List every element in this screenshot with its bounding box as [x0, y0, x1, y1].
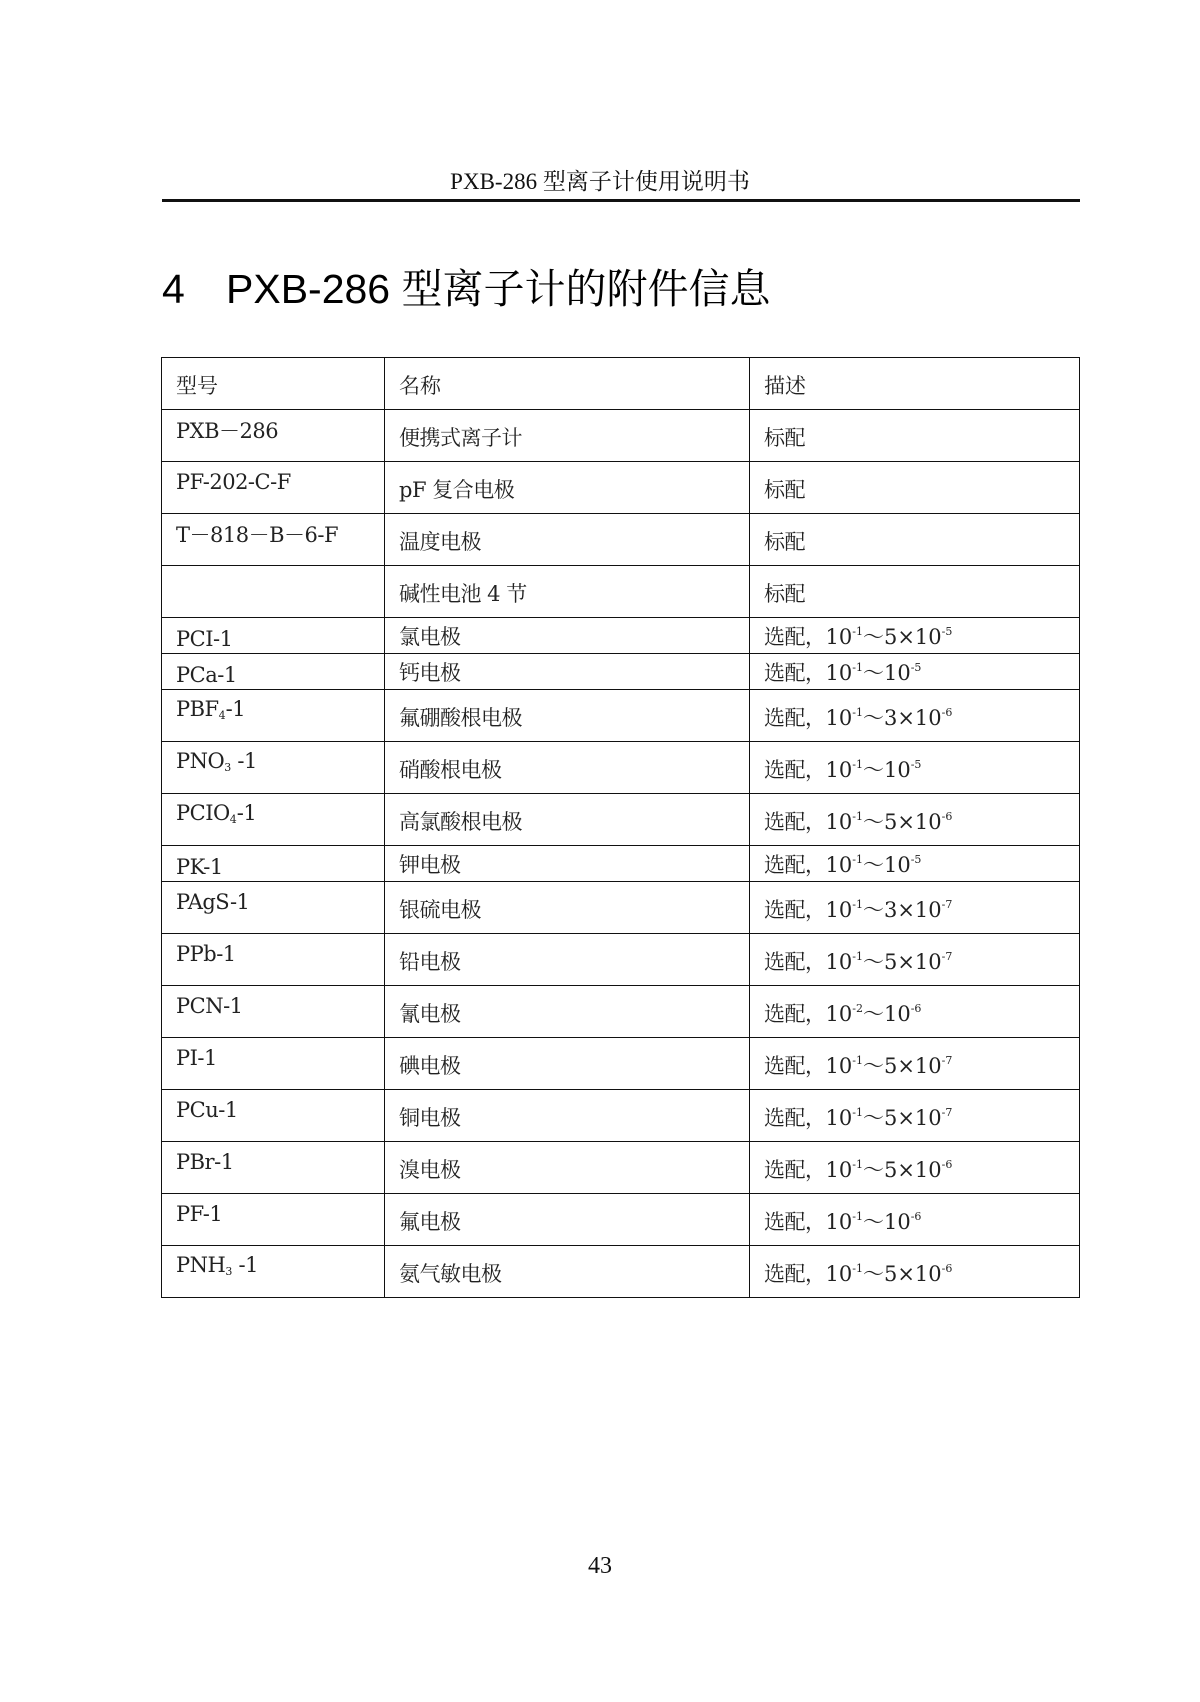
- range-to-coefficient: 5×: [883, 1262, 915, 1286]
- chapter-title-text: PXB-286 型离子计的附件信息: [226, 266, 771, 312]
- range-to-base: 10: [914, 706, 942, 730]
- cell-model: [162, 1090, 385, 1142]
- model-subscript: 3: [225, 1265, 233, 1278]
- model-subscript: 4: [229, 813, 237, 826]
- table-row: [162, 690, 1080, 742]
- range-to-base: 10: [914, 625, 942, 649]
- range-to-coefficient: 5×: [883, 1106, 915, 1130]
- model-text: PCIO: [176, 801, 230, 825]
- table-row: [162, 986, 1080, 1038]
- cell-description: [750, 742, 1080, 794]
- cell-description: [750, 566, 1080, 618]
- description-text: 选配，: [764, 1106, 826, 1130]
- range-to-base: 10: [914, 1262, 942, 1286]
- page-number: 43: [588, 1553, 612, 1579]
- range-to-exponent: -6: [941, 706, 953, 719]
- name-text: 铜电极: [399, 1106, 461, 1130]
- table-row: [162, 654, 1080, 690]
- cell-name: [385, 934, 750, 986]
- description-text: 标配: [764, 478, 805, 502]
- range-to-exponent: -5: [910, 758, 922, 771]
- name-text: 铅电极: [399, 950, 461, 974]
- range-separator: ～: [862, 758, 884, 782]
- model-text: PI-1: [176, 1045, 217, 1070]
- range-from-base: 10: [825, 1158, 853, 1182]
- range-to-coefficient: 3×: [883, 706, 915, 730]
- concentration-range: [826, 1106, 953, 1130]
- range-separator: ～: [862, 1158, 884, 1182]
- table-header-row: [162, 358, 1080, 410]
- model-text: PPb-1: [176, 941, 236, 966]
- model-text: PCu-1: [176, 1097, 238, 1122]
- description-text: 选配，: [764, 661, 826, 685]
- range-to-exponent: -7: [941, 898, 953, 911]
- table-row: [162, 882, 1080, 934]
- model-subscript: 3: [224, 761, 232, 774]
- range-separator: ～: [862, 853, 884, 877]
- model-text: PCa-1: [176, 663, 237, 687]
- range-from-exponent: -1: [852, 1158, 863, 1171]
- cell-name: [385, 1090, 750, 1142]
- name-text: 氨气敏电极: [399, 1262, 502, 1286]
- description-text: 选配，: [764, 758, 826, 782]
- table-row: [162, 618, 1080, 654]
- cell-name: [385, 462, 750, 514]
- range-separator: ～: [862, 661, 884, 685]
- concentration-range: [826, 898, 953, 922]
- range-to-base: 10: [883, 853, 911, 877]
- cell-model: [162, 566, 385, 618]
- concentration-range: [826, 1002, 922, 1026]
- range-from-exponent: -2: [852, 1002, 863, 1015]
- chapter-number: 4: [162, 266, 185, 312]
- range-separator: ～: [862, 1106, 884, 1130]
- description-text: 标配: [764, 426, 805, 450]
- description-text: 选配，: [764, 1210, 826, 1234]
- table-row: [162, 1194, 1080, 1246]
- model-text: PNO: [176, 749, 225, 773]
- range-from-base: 10: [825, 1210, 853, 1234]
- range-from-base: 10: [825, 625, 853, 649]
- cell-model: [162, 514, 385, 566]
- range-from-base: 10: [825, 950, 853, 974]
- cell-name: [385, 1246, 750, 1298]
- range-to-base: 10: [914, 950, 942, 974]
- range-from-base: 10: [825, 1002, 853, 1026]
- range-to-coefficient: 5×: [883, 950, 915, 974]
- range-from-exponent: -1: [852, 810, 863, 823]
- cell-description: [750, 846, 1080, 882]
- name-text: 碘电极: [399, 1054, 461, 1078]
- range-separator: ～: [862, 625, 884, 649]
- table-row: [162, 462, 1080, 514]
- name-text: 钙电极: [399, 661, 461, 685]
- cell-name: [385, 566, 750, 618]
- model-text: T－818－B－6-F: [176, 522, 339, 547]
- model-text: PK-1: [176, 855, 223, 879]
- cell-model: [162, 1142, 385, 1194]
- cell-name: [385, 986, 750, 1038]
- cell-name: [385, 690, 750, 742]
- range-to-base: 10: [914, 810, 942, 834]
- range-separator: ～: [862, 1002, 884, 1026]
- cell-description: [750, 690, 1080, 742]
- table-row: [162, 794, 1080, 846]
- name-text: 溴电极: [399, 1158, 461, 1182]
- concentration-range: [826, 1158, 953, 1182]
- cell-description: [750, 794, 1080, 846]
- range-to-exponent: -5: [910, 853, 922, 866]
- range-to-exponent: -7: [941, 1106, 953, 1119]
- cell-model: [162, 934, 385, 986]
- column-header-model: 型号: [162, 358, 385, 410]
- description-text: 选配，: [764, 950, 826, 974]
- range-to-base: 10: [914, 1054, 942, 1078]
- range-to-base: 10: [883, 758, 911, 782]
- table-row: [162, 1246, 1080, 1298]
- table-row: [162, 846, 1080, 882]
- concentration-range: [826, 853, 922, 877]
- model-text: PF-202-C-F: [176, 469, 291, 494]
- range-from-base: 10: [825, 706, 853, 730]
- range-to-base: 10: [914, 898, 942, 922]
- concentration-range: [826, 661, 922, 685]
- range-from-exponent: -1: [852, 706, 863, 719]
- cell-model: [162, 1246, 385, 1298]
- table-row: [162, 1090, 1080, 1142]
- range-separator: ～: [862, 1262, 884, 1286]
- name-text: 氟电极: [399, 1210, 461, 1234]
- name-text: 碱性电池 4 节: [399, 582, 527, 606]
- cell-description: [750, 514, 1080, 566]
- range-from-base: 10: [825, 758, 853, 782]
- cell-model: [162, 794, 385, 846]
- concentration-range: [826, 810, 953, 834]
- range-to-base: 10: [914, 1106, 942, 1130]
- model-suffix: -1: [225, 697, 246, 721]
- model-suffix: -1: [232, 1253, 258, 1277]
- cell-description: [750, 986, 1080, 1038]
- cell-name: [385, 1194, 750, 1246]
- model-text: PBr-1: [176, 1149, 234, 1174]
- cell-name: [385, 654, 750, 690]
- table-row: [162, 742, 1080, 794]
- range-separator: ～: [862, 706, 884, 730]
- range-to-exponent: -7: [941, 950, 953, 963]
- cell-description: [750, 934, 1080, 986]
- chapter-title: [162, 256, 771, 315]
- column-header-description: 描述: [750, 358, 1080, 410]
- description-text: 选配，: [764, 853, 826, 877]
- table-row: [162, 514, 1080, 566]
- description-text: 选配，: [764, 1054, 826, 1078]
- range-to-base: 10: [883, 1210, 911, 1234]
- concentration-range: [826, 706, 953, 730]
- range-separator: ～: [862, 950, 884, 974]
- description-text: 选配，: [764, 898, 826, 922]
- column-header-name: 名称: [385, 358, 750, 410]
- table-row: [162, 934, 1080, 986]
- range-from-exponent: -1: [852, 625, 863, 638]
- cell-description: [750, 1246, 1080, 1298]
- range-to-coefficient: 3×: [883, 898, 915, 922]
- cell-name: [385, 846, 750, 882]
- range-from-exponent: -1: [852, 1054, 863, 1067]
- table-row: [162, 410, 1080, 462]
- header-rule: [162, 199, 1080, 202]
- model-subscript: 4: [218, 709, 226, 722]
- range-from-exponent: -1: [852, 758, 863, 771]
- cell-name: [385, 742, 750, 794]
- cell-description: [750, 1038, 1080, 1090]
- description-text: 选配，: [764, 1262, 826, 1286]
- name-text: 氟硼酸根电极: [399, 706, 522, 730]
- cell-name: [385, 514, 750, 566]
- cell-description: [750, 410, 1080, 462]
- range-from-exponent: -1: [852, 1106, 863, 1119]
- name-text: 硝酸根电极: [399, 758, 502, 782]
- range-to-coefficient: 5×: [883, 810, 915, 834]
- model-text: PF-1: [176, 1201, 223, 1226]
- concentration-range: [826, 625, 953, 649]
- concentration-range: [826, 1210, 922, 1234]
- running-header: PXB-286 型离子计使用说明书: [450, 169, 750, 194]
- cell-name: [385, 618, 750, 654]
- range-to-coefficient: 5×: [883, 1054, 915, 1078]
- description-text: 选配，: [764, 706, 826, 730]
- range-from-exponent: -1: [852, 1210, 863, 1223]
- range-from-exponent: -1: [852, 661, 863, 674]
- cell-description: [750, 462, 1080, 514]
- concentration-range: [826, 950, 953, 974]
- cell-model: [162, 690, 385, 742]
- cell-description: [750, 1142, 1080, 1194]
- cell-model: [162, 742, 385, 794]
- range-separator: ～: [862, 898, 884, 922]
- description-text: 选配，: [764, 1158, 826, 1182]
- range-to-exponent: -6: [910, 1002, 922, 1015]
- cell-model: [162, 986, 385, 1038]
- range-from-exponent: -1: [852, 853, 863, 866]
- range-to-base: 10: [883, 1002, 911, 1026]
- range-from-exponent: -1: [852, 950, 863, 963]
- range-separator: ～: [862, 1210, 884, 1234]
- range-from-base: 10: [825, 810, 853, 834]
- cell-name: [385, 794, 750, 846]
- range-to-exponent: -7: [941, 1054, 953, 1067]
- cell-description: [750, 882, 1080, 934]
- concentration-range: [826, 758, 922, 782]
- range-to-exponent: -6: [941, 1262, 953, 1275]
- description-text: 选配，: [764, 810, 826, 834]
- description-text: 标配: [764, 530, 805, 554]
- model-text: PAgS-1: [176, 889, 250, 914]
- range-to-coefficient: 5×: [883, 1158, 915, 1182]
- table-row: [162, 566, 1080, 618]
- accessories-table: [161, 357, 1080, 1298]
- cell-model: [162, 654, 385, 690]
- name-text: 钾电极: [399, 853, 461, 877]
- range-to-exponent: -6: [910, 1210, 922, 1223]
- model-text: PNH: [176, 1253, 226, 1277]
- range-from-base: 10: [825, 1262, 853, 1286]
- range-separator: ～: [862, 810, 884, 834]
- range-to-exponent: -5: [910, 661, 922, 674]
- description-text: 选配，: [764, 625, 826, 649]
- cell-name: [385, 1142, 750, 1194]
- name-text: 便携式离子计: [399, 426, 522, 450]
- cell-description: [750, 1090, 1080, 1142]
- concentration-range: [826, 1262, 953, 1286]
- range-from-base: 10: [825, 853, 853, 877]
- model-text: PBF: [176, 697, 219, 721]
- range-to-exponent: -6: [941, 1158, 953, 1171]
- range-from-base: 10: [825, 898, 853, 922]
- range-from-exponent: -1: [852, 898, 863, 911]
- model-suffix: -1: [236, 801, 257, 825]
- range-to-base: 10: [914, 1158, 942, 1182]
- name-text: 高氯酸根电极: [399, 810, 522, 834]
- cell-description: [750, 654, 1080, 690]
- name-text: 银硫电极: [399, 898, 481, 922]
- model-text: PCN-1: [176, 993, 243, 1018]
- cell-model: [162, 410, 385, 462]
- range-to-exponent: -5: [941, 625, 953, 638]
- cell-model: [162, 1038, 385, 1090]
- range-to-coefficient: 5×: [883, 625, 915, 649]
- model-text: PXB－286: [176, 418, 279, 443]
- concentration-range: [826, 1054, 953, 1078]
- range-to-base: 10: [883, 661, 911, 685]
- description-text: 标配: [764, 582, 805, 606]
- name-text: 温度电极: [399, 530, 481, 554]
- cell-description: [750, 618, 1080, 654]
- name-text: 氰电极: [399, 1002, 461, 1026]
- cell-model: [162, 462, 385, 514]
- cell-model: [162, 846, 385, 882]
- range-from-base: 10: [825, 1106, 853, 1130]
- range-to-exponent: -6: [941, 810, 953, 823]
- cell-model: [162, 618, 385, 654]
- cell-model: [162, 882, 385, 934]
- model-suffix: -1: [231, 749, 257, 773]
- table-row: [162, 1142, 1080, 1194]
- table-row: [162, 1038, 1080, 1090]
- description-text: 选配，: [764, 1002, 826, 1026]
- range-separator: ～: [862, 1054, 884, 1078]
- cell-description: [750, 1194, 1080, 1246]
- name-text: 氯电极: [399, 625, 461, 649]
- cell-name: [385, 1038, 750, 1090]
- cell-name: [385, 410, 750, 462]
- range-from-exponent: -1: [852, 1262, 863, 1275]
- range-from-base: 10: [825, 1054, 853, 1078]
- model-text: PCI-1: [176, 627, 233, 651]
- cell-model: [162, 1194, 385, 1246]
- name-text: pF 复合电极: [399, 478, 515, 502]
- cell-name: [385, 882, 750, 934]
- range-from-base: 10: [825, 661, 853, 685]
